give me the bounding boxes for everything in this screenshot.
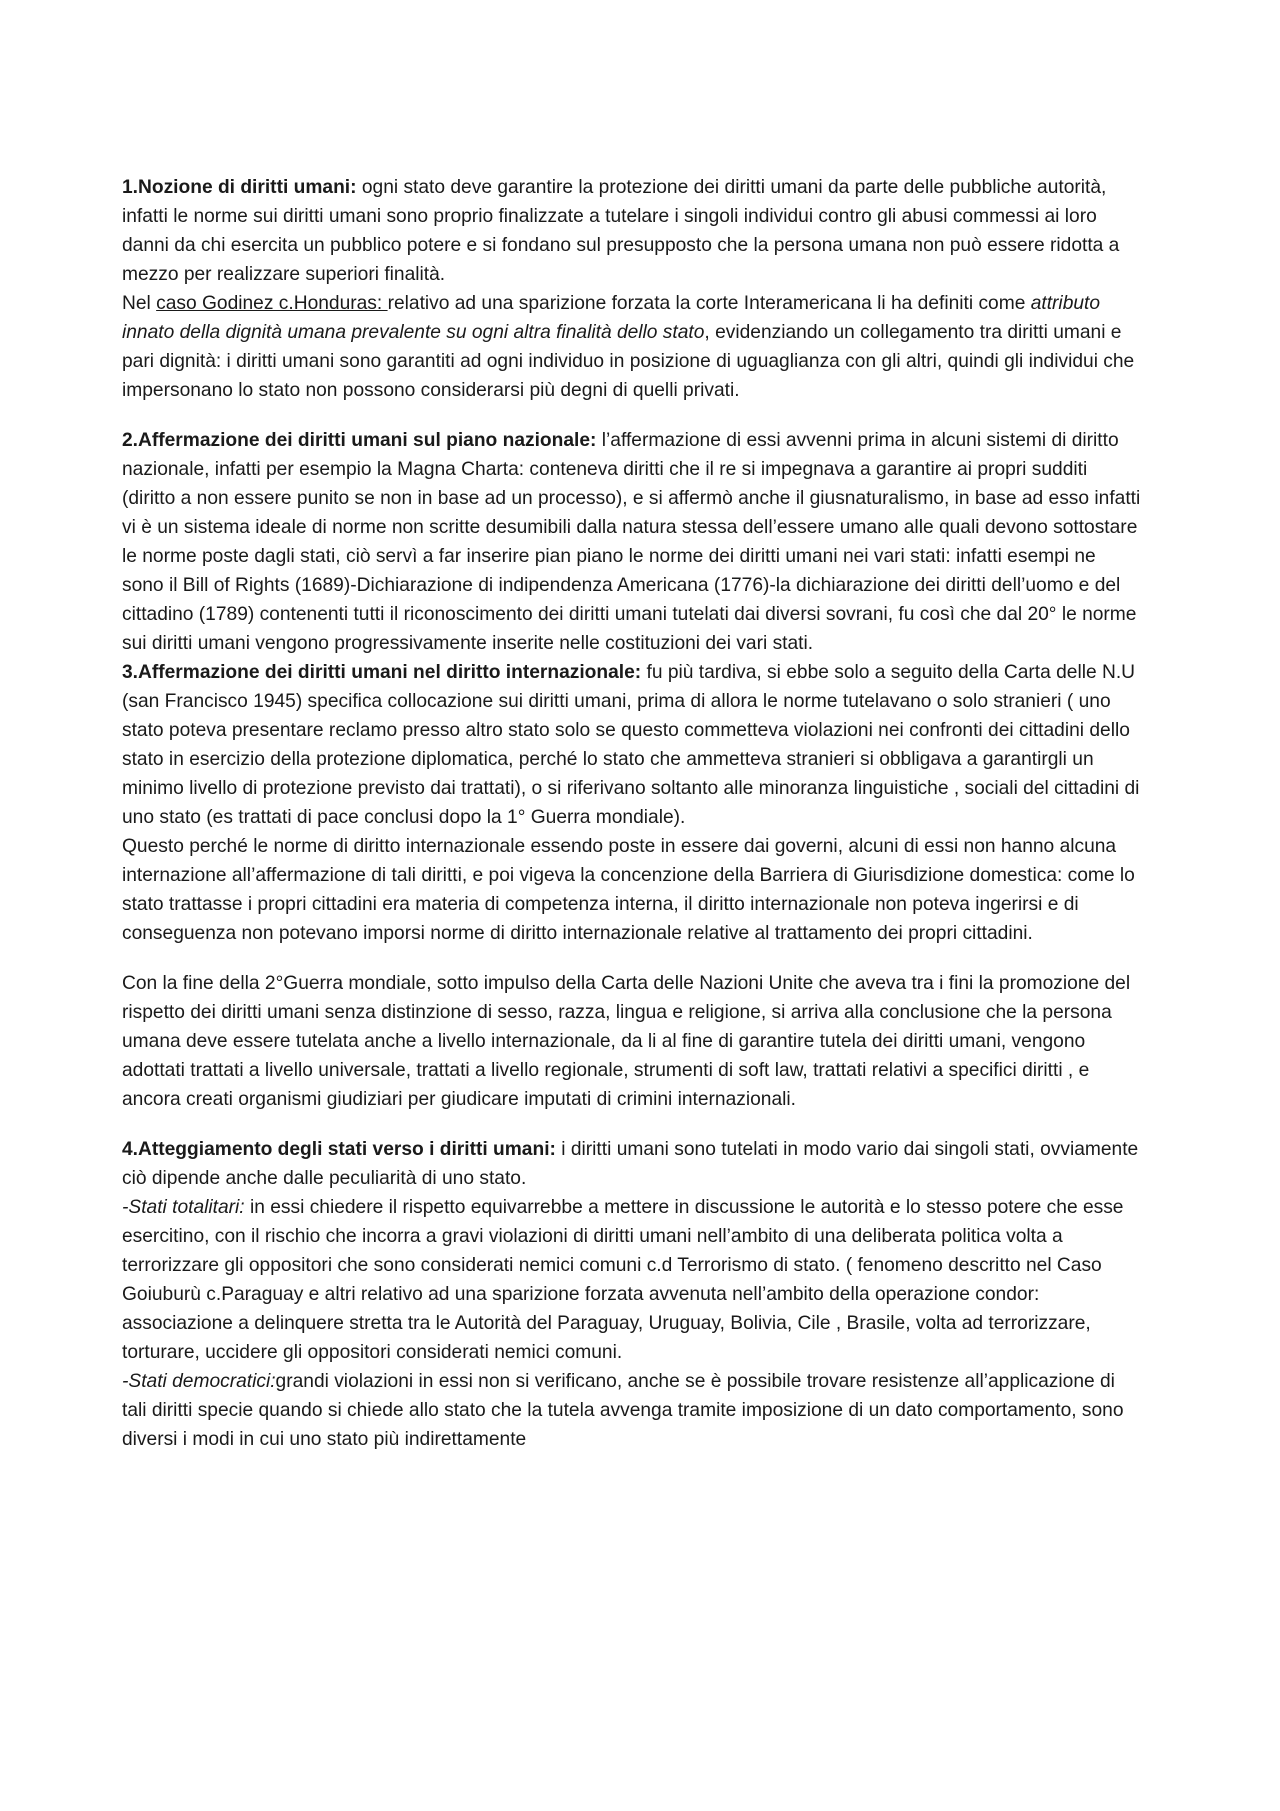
section-2-text: l’affermazione di essi avvenni prima in alcuni sistemi di diritto nazionale, infatti per esempio la Magna Charta: conteneva diritti che il re si impegnava a garantire ai propri sudditi (diritto a non essere punito se non in base ad un processo), e si affermò anche il giusnaturalismo, in base ad esso infatti vi è un sistema ideale di norme non scritte desumibili dalla natura stessa dell’essere umano alle quali devono sottostare le norme poste dagli stati, ciò servì a far inserire pian piano le norme dei diritti umani nei vari stati: infatti esempi ne sono il Bill of Rights (1689)-Dichiarazione di indipendenza Americana (1776)-la dichiarazione dei diritti dell’uomo e del cittadino (1789) contenenti tutti il riconoscimento dei diritti umani tutelati dai diversi sovrani, fu così che dal 20° le norme sui diritti umani vengono progressivamente inserite nelle costituzioni dei vari stati. [122,430,1141,654]
case-after-text: , evidenziando un collegamento tra diritti umani e pari dignità: i diritti umani sono garantiti ad ogni individuo in posizione di uguaglianza con gli altri, quindi gli individui che impersonano lo stato non possono considerarsi più degni di quelli privati. [122,322,1135,401]
totalitarian-states-label: -Stati totalitari: [122,1197,245,1218]
democratic-states-label: -Stati democratici: [122,1371,276,1392]
section-2-paragraph [122,426,1142,658]
section-2-heading: 2.Affermazione dei diritti umani sul piano nazionale: [122,430,597,451]
democratic-states-paragraph [122,1367,1142,1454]
section-4-paragraph [122,1135,1142,1193]
totalitarian-states-paragraph [122,1193,1142,1367]
section-3-heading: 3.Affermazione dei diritti umani nel diritto internazionale: [122,662,642,683]
case-italic-quote: attributo innato della dignità umana prevalente su ogni altra finalità dello stato [122,293,1101,343]
case-godinez-reference: caso Godinez c.Honduras: [156,293,388,314]
section-1-text: ogni stato deve garantire la protezione dei diritti umani da parte delle pubbliche autorità, infatti le norme sui diritti umani sono proprio finalizzate a tutelare i singoli individui contro gli abusi commessi ai loro danni da chi esercita un pubblico potere e si fondano sul presupposto che la persona umana non può essere ridotta a mezzo per realizzare superiori finalità. [122,177,1120,285]
section-1-paragraph [122,173,1142,289]
document-page [122,173,1142,1454]
section-3-text: fu più tardiva, si ebbe solo a seguito della Carta delle N.U (san Francisco 1945) specifica collocazione sui diritti umani, prima di allora le norme tutelavano o solo stranieri ( uno stato poteva presentare reclamo presso altro stato solo se questo commetteva violazioni nei confronti dei cittadini dello stato in esercizio della protezione diplomatica, perché lo stato che ammetteva stranieri si obbligava a garantirgli un minimo livello di protezione previsto dai trattati), o si riferivano soltanto alle minoranza linguistiche , sociali del cittadini di uno stato (es trattati di pace conclusi dopo la 1° Guerra mondiale). [122,662,1140,828]
section-1-case-paragraph [122,289,1142,405]
section-3-paragraph-2: Questo perché le norme di diritto internazionale essendo poste in essere dai governi, alcuni di essi non hanno alcuna internazione all’affermazione di tali diritti, e poi vigeva la concenzione della Barriera di Giurisdizione domestica: come lo stato trattasse i propri cittadini era materia di competenza interna, il diritto internazionale non poteva ingerirsi e di conseguenza non potevano imporsi norme di diritto internazionale relative al trattamento dei propri cittadini. [122,836,1135,944]
case-intro-text: Nel [122,293,157,314]
section-3-paragraph-3: Con la fine della 2°Guerra mondiale, sotto impulso della Carta delle Nazioni Unite che aveva tra i fini la promozione del rispetto dei diritti umani senza distinzione di sesso, razza, lingua e religione, si arriva alla conclusione che la persona umana deve essere tutelata anche a livello internazionale, da li al fine di garantire tutela dei diritti umani, vengono adottati trattati a livello universale, trattati a livello regionale, strumenti di soft law, trattati relativi a specifici diritti , e ancora creati organismi giudiziari per giudicare imputati di crimini internazionali. [122,973,1131,1110]
section-3-paragraph [122,658,1142,832]
section-4-heading: 4.Atteggiamento degli stati verso i diritti umani: [122,1139,556,1160]
democratic-states-text: grandi violazioni in essi non si verificano, anche se è possibile trovare resistenze all’applicazione di tali diritti specie quando si chiede allo stato che la tutela avvenga tramite imposizione di un dato comportamento, sono diversi i modi in cui uno stato più indirettamente [122,1371,1124,1450]
section-4-text: i diritti umani sono tutelati in modo vario dai singoli stati, ovviamente ciò dipende anche dalle peculiarità di uno stato. [122,1139,1139,1189]
case-mid-text: relativo ad una sparizione forzata la corte Interamericana li ha definiti come [387,293,1031,314]
totalitarian-states-text: in essi chiedere il rispetto equivarrebbe a mettere in discussione le autorità e lo stesso potere che esse esercitino, con il rischio che incorra a gravi violazioni di diritti umani nell’ambito di una deliberata politica volta a terrorizzare gli oppositori che sono considerati nemici comuni c.d Terrorismo di stato. ( fenomeno descritto nel Caso Goiuburù c.Paraguay e altri relativo ad una sparizione forzata avvenuta nell’ambito della operazione condor: associazione a delinquere stretta tra le Autorità del Paraguay, Uruguay, Bolivia, Cile , Brasile, volta ad terrorizzare, torturare, uccidere gli oppositori considerati nemici comuni. [122,1197,1124,1363]
section-1-heading: 1.Nozione di diritti umani: [122,177,357,198]
